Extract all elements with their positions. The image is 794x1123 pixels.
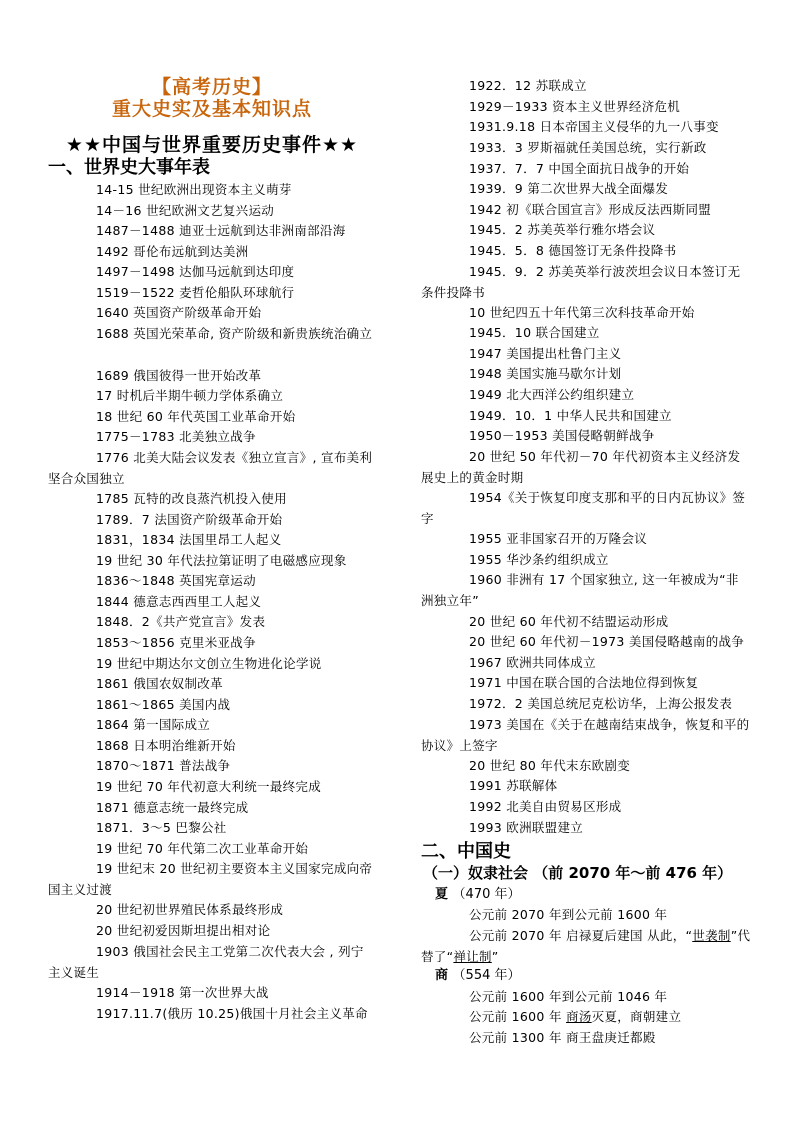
event-entry: 1931.9.18 日本帝国主义侵华的九一八事变 [469, 119, 719, 134]
event-entry: 1945．10 联合国建立 [469, 325, 600, 340]
event-entry: 1945．2 苏美英举行雅尔塔会议 [469, 222, 656, 237]
shang-text: 公元前 1600 年 [469, 1009, 567, 1024]
event-entry: 20 世纪 60 年代初－1973 美国侵略越南的战争 [469, 634, 745, 649]
event-entry: 1917.11.7(俄历 10.25)俄国十月社会主义革命 [96, 1006, 368, 1021]
event-entry: 1776 北美大陆会议发表《独立宣言》, 宣布美利坚合众国独立 [48, 450, 373, 486]
event-entry: 20 世纪 60 年代初不结盟运动形成 [469, 614, 669, 629]
event-entry: 1497－1498 达伽马远航到达印度 [96, 264, 295, 279]
event-entry: 1967 欧洲共同体成立 [469, 655, 596, 670]
event-entry: 1775－1783 北美独立战争 [96, 429, 256, 444]
xia-text: 公元前 2070 年 启禄夏后建国 从此，“ [469, 928, 693, 943]
event-entry: 1950－1953 美国侵略朝鲜战争 [469, 428, 655, 443]
dynasty-shang-heading [435, 966, 521, 986]
event-entry: 1688 英国光荣革命, 资产阶级和新贵族统治确立 [96, 326, 373, 341]
event-entry: 1914－1918 第一次世界大战 [96, 985, 269, 1000]
section-world-history-heading: 一、世界史大事年表 [48, 157, 210, 178]
event-entry: 1831，1834 法国里昂工人起义 [96, 532, 282, 547]
event-entry: 1945．9．2 苏美英举行波茨坦会议日本签订无条件投降书 [421, 264, 741, 300]
event-entry: 1789．7 法国资产阶级革命开始 [96, 512, 283, 527]
event-entry: 1992 北美自由贸易区形成 [469, 799, 622, 814]
event-entry: 14-15 世纪欧洲出现资本主义萌芽 [96, 182, 292, 197]
event-entry: 19 世纪末 20 世纪初主要资本主义国家完成向帝国主义过渡 [48, 861, 373, 897]
event-entry: 1993 欧洲联盟建立 [469, 820, 584, 835]
event-entry: 1785 瓦特的改良蒸汽机投入使用 [96, 491, 287, 506]
event-entry: 1871．3～5 巴黎公社 [96, 820, 227, 835]
xia-line: 公元前 2070 年到公元前 1600 年 [469, 907, 668, 922]
event-entry: 1519－1522 麦哲伦船队环球航行 [96, 285, 295, 300]
doc-title-tag: 【高考历史】 [151, 76, 272, 98]
event-entry: 14－16 世纪欧洲文艺复兴运动 [96, 203, 275, 218]
shang-term-tang: 商汤 [566, 1009, 592, 1024]
doc-title: 重大史实及基本知识点 [111, 98, 312, 120]
event-entry: 19 世纪 70 年代第二次工业革命开始 [96, 841, 309, 856]
dynasty-years: （470 年） [452, 887, 521, 902]
event-entry: 10 世纪四五十年代第三次科技革命开始 [469, 305, 695, 320]
event-entry: 1973 美国在《关于在越南结束战争，恢复和平的协议》上签字 [421, 717, 750, 753]
event-entry: 1960 非洲有 17 个国家独立, 这一年被成为“非洲独立年” [421, 572, 739, 608]
event-entry: 1955 亚非国家召开的万隆会议 [469, 531, 648, 546]
event-entry: 1844 德意志西西里工人起义 [96, 594, 262, 609]
xia-text: ”代替了“ [421, 928, 751, 964]
event-entry: 19 世纪 70 年代初意大利统一最终完成 [96, 779, 322, 794]
event-entry: 1492 哥伦布远航到达美洲 [96, 244, 249, 259]
event-entry: 1948 美国实施马歇尔计划 [469, 366, 622, 381]
event-entry: 1689 俄国彼得一世开始改革 [96, 368, 262, 383]
event-entry: 1949 北大西洋公约组织建立 [469, 387, 635, 402]
event-entry: 1922．12 苏联成立 [469, 78, 587, 93]
event-entry: 1853～1856 克里米亚战争 [96, 635, 256, 650]
event-entry: 1937．7．7 中国全面抗日战争的开始 [469, 161, 690, 176]
shang-line [421, 1007, 751, 1028]
main-heading: ★★中国与世界重要历史事件★★ [65, 134, 359, 156]
event-entry: 1903 俄国社会民主工党第二次代表大会 , 列宁主义诞生 [48, 944, 364, 980]
section-china-history-heading: 二、中国史 [421, 841, 511, 862]
xia-term-hereditary: 世袭 [692, 928, 718, 943]
event-entry: 1955 华沙条约组织成立 [469, 552, 609, 567]
dynasty-name: 夏 [435, 887, 449, 902]
xia-text: ” [491, 948, 499, 964]
event-entry: 1972．2 美国总统尼克松访华，上海公报发表 [469, 696, 733, 711]
event-entry: 1945．5．8 德国签订无条件投降书 [469, 243, 677, 258]
shang-text: 灭夏，商朝建立 [591, 1009, 682, 1024]
shang-line: 公元前 1300 年 商王盘庚迁都殿 [469, 1030, 656, 1045]
event-entry: 1864 第一国际成立 [96, 717, 211, 732]
event-entry: 1868 日本明治维新开始 [96, 738, 236, 753]
event-entry: 1954《关于恢复印度支那和平的日内瓦协议》签字 [421, 490, 746, 526]
event-entry: 1861～1865 美国内战 [96, 697, 231, 712]
event-entry: 20 世纪 80 年代末东欧剧变 [469, 758, 631, 773]
event-entry: 1971 中国在联合国的合法地位得到恢复 [469, 675, 699, 690]
event-entry: 1848．2《共产党宣言》发表 [96, 614, 266, 629]
event-entry: 1991 苏联解体 [469, 778, 558, 793]
event-entry: 1949．10．1 中华人民共和国建立 [469, 408, 672, 423]
shang-line: 公元前 1600 年到公元前 1046 年 [469, 989, 668, 1004]
event-entry: 1871 德意志统一最终完成 [96, 800, 249, 815]
event-entry: 1870～1871 普法战争 [96, 758, 231, 773]
dynasty-xia-heading [435, 885, 521, 905]
event-entry: 18 世纪 60 年代英国工业革命开始 [96, 409, 296, 424]
event-entry: 19 世纪中期达尔文创立生物进化论学说 [96, 656, 322, 671]
dynasty-years: （554 年） [452, 968, 521, 983]
xia-line [421, 926, 751, 967]
event-entry: 1929－1933 资本主义世界经济危机 [469, 99, 681, 114]
xia-term-abdication: 禅让制 [453, 948, 492, 964]
event-entry: 1933．3 罗斯福就任美国总统，实行新政 [469, 140, 707, 155]
event-entry: 1942 初《联合国宣言》形成反法西斯同盟 [469, 202, 712, 217]
event-entry: 1487－1488 迪亚士远航到达非洲南部沿海 [96, 223, 346, 238]
dynasty-name: 商 [435, 968, 449, 983]
event-entry: 20 世纪初爱因斯坦提出相对论 [96, 923, 271, 938]
event-entry: 20 世纪 50 年代初－70 年代初资本主义经济发展史上的黄金时期 [421, 449, 741, 485]
event-entry: 1947 美国提出杜鲁门主义 [469, 346, 622, 361]
event-entry: 1939．9 第二次世界大战全面爆发 [469, 181, 669, 196]
event-entry: 1861 俄国农奴制改革 [96, 676, 223, 691]
event-entry: 17 时机后半期牛顿力学体系确立 [96, 388, 284, 403]
event-entry: 1836～1848 英国宪章运动 [96, 573, 256, 588]
xia-term-hereditary-2: 制 [717, 928, 731, 943]
event-entry: 19 世纪 30 年代法拉第证明了电磁感应现象 [96, 553, 347, 568]
slave-society-heading: （一）奴隶社会 （前 2070 年～前 476 年） [423, 864, 733, 882]
event-entry: 1640 英国资产阶级革命开始 [96, 305, 262, 320]
event-entry: 20 世纪初世界殖民体系最终形成 [96, 902, 284, 917]
